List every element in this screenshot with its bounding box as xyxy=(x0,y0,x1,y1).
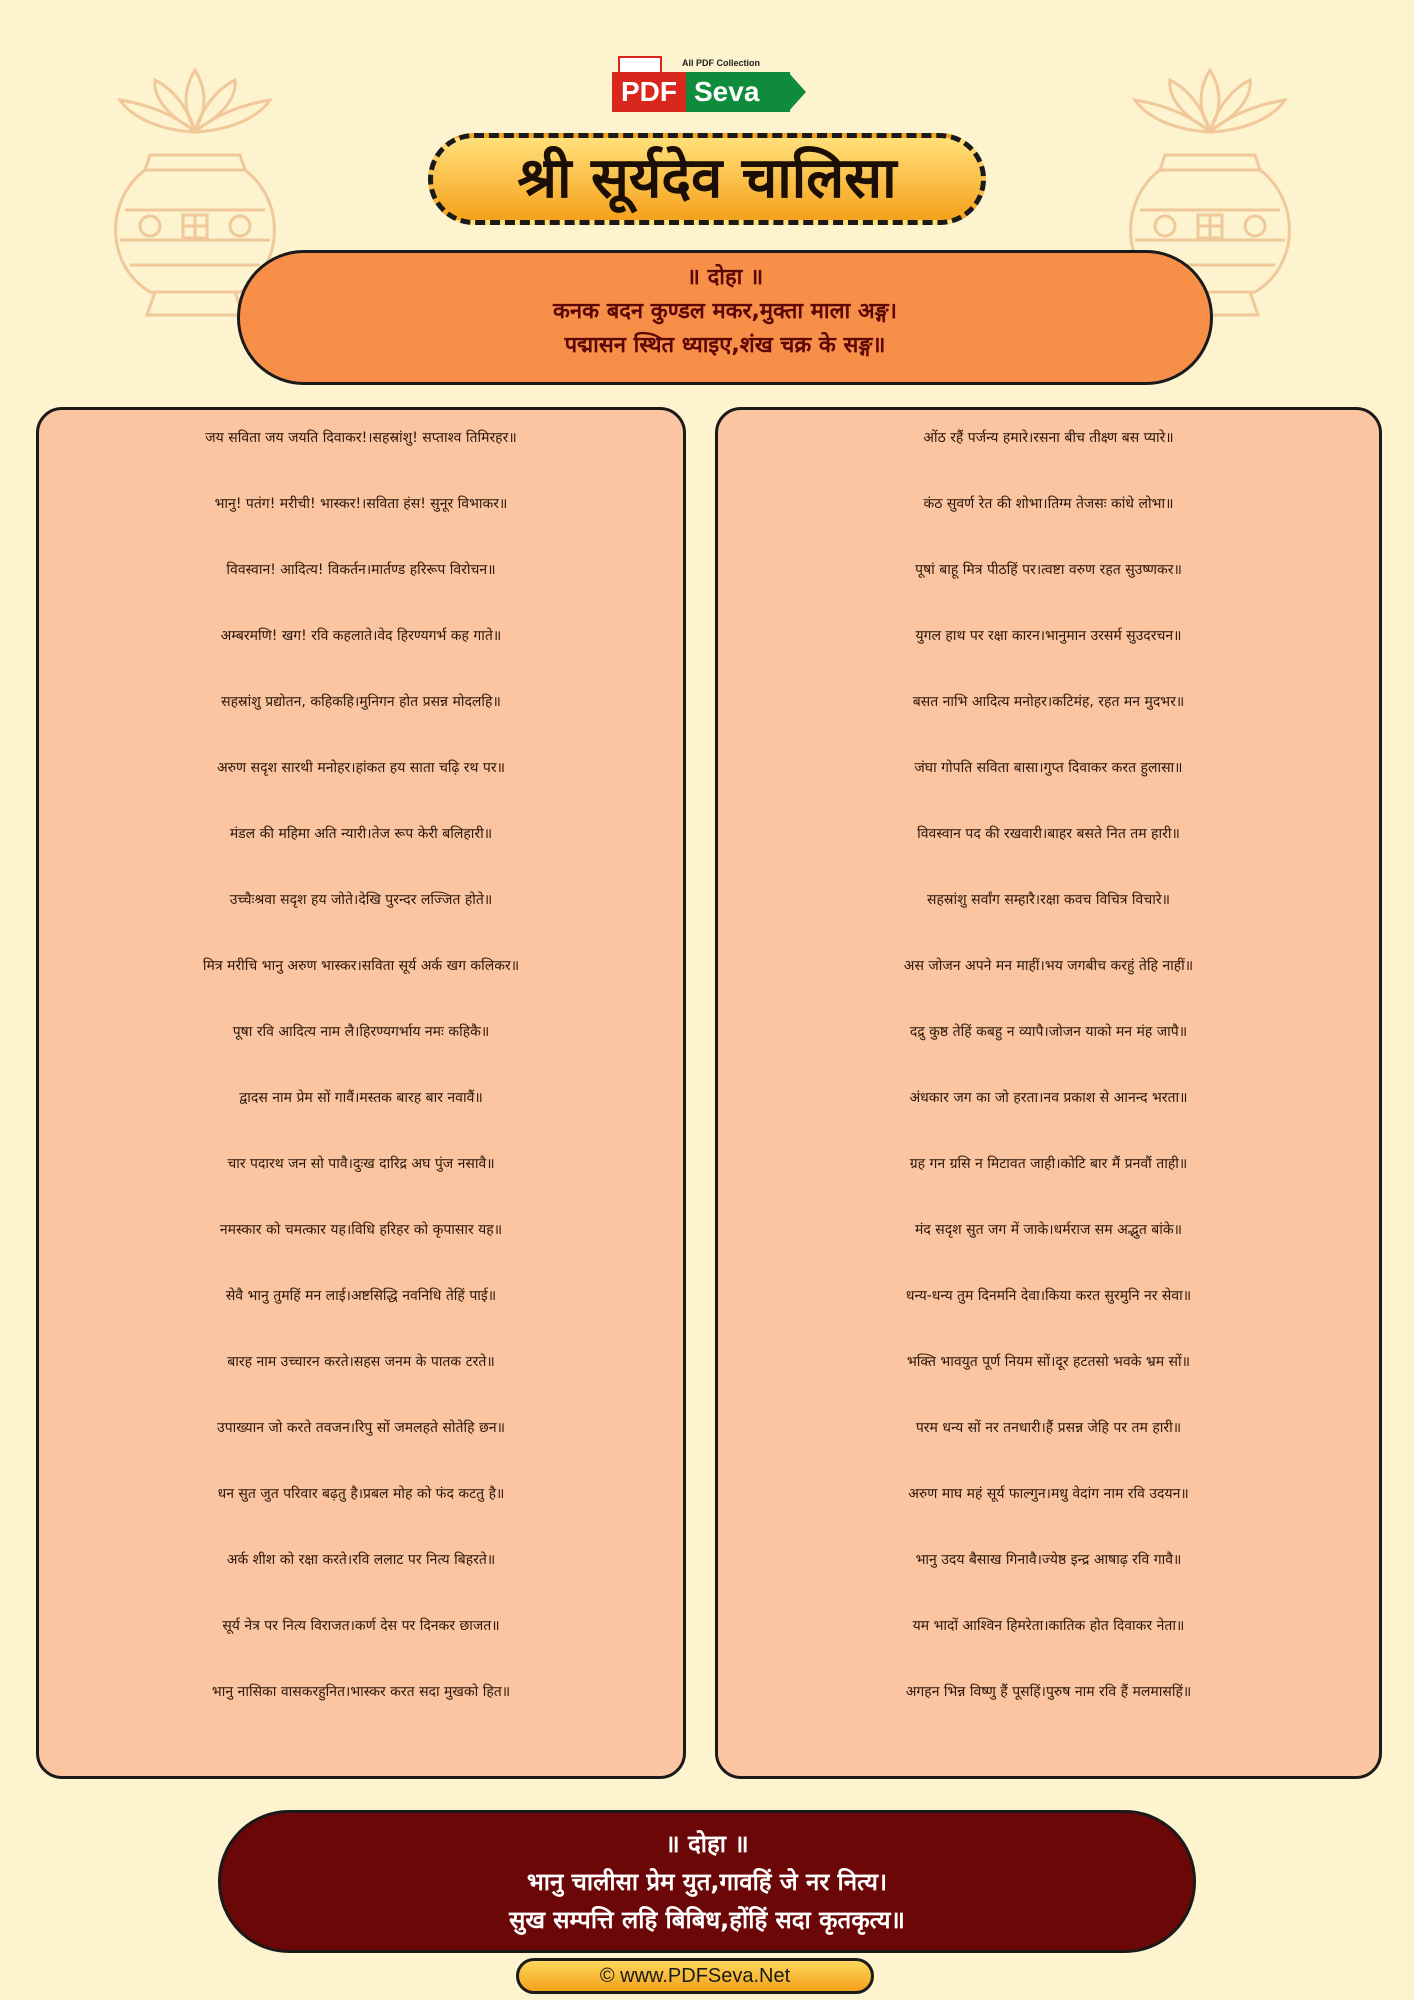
chaupai-line: भक्ति भावयुत पूर्ण नियम सों।दूर हटतसो भवके भ्रम सों॥ xyxy=(906,1354,1191,1370)
arrow-icon xyxy=(788,72,806,112)
title-banner xyxy=(428,133,986,225)
chaupai-line: उपाख्यान जो करते तवजन।रिपु सों जमलहते सोतेहि छन॥ xyxy=(217,1420,505,1436)
chaupai-line: अर्क शीश को रक्षा करते।रवि ललाट पर नित्य बिहरते॥ xyxy=(226,1552,496,1568)
opening-doha xyxy=(237,250,1213,385)
chaupai-line: अंधकार जग का जो हरता।नव प्रकाश से आनन्द भरता॥ xyxy=(909,1090,1188,1106)
chaupai-line: ग्रह गन ग्रसि न मिटावत जाही।कोटि बार मैं प्रनवौं ताही॥ xyxy=(909,1156,1188,1172)
logo-mark xyxy=(612,72,802,112)
chaupai-line: युगल हाथ पर रक्षा कारन।भानुमान उरसर्म सुउदरचन॥ xyxy=(915,628,1182,644)
chaupai-line: दद्रु कुष्ठ तेहिं कबहु न व्यापै।जोजन याको मन मंह जापै॥ xyxy=(909,1024,1188,1040)
chaupai-line: धन्य-धन्य तुम दिनमनि देवा।किया करत सुरमुनि नर सेवा॥ xyxy=(905,1288,1192,1304)
chaupai-panel-right xyxy=(715,407,1382,1779)
chaupai-line: सहस्रांशु सर्वांग सम्हारै।रक्षा कवच विचित्र विचारे॥ xyxy=(927,892,1170,908)
doha-heading: ॥ दोहा ॥ xyxy=(686,265,764,290)
chaupai-line: धन सुत जुत परिवार बढ़तु है।प्रबल मोह को फंद कटतु है॥ xyxy=(217,1486,505,1502)
chaupai-line: अरुण सदृश सारथी मनोहर।हांकत हय साता चढ़ि रथ पर॥ xyxy=(216,760,505,776)
logo-text-seva: Seva xyxy=(686,72,790,112)
chaupai-line: द्वादस नाम प्रेम सों गावैं।मस्तक बारह बार नवावैं॥ xyxy=(239,1090,483,1106)
chaupai-line: मित्र मरीचि भानु अरुण भास्कर।सविता सूर्य अर्क खग कलिकर॥ xyxy=(202,958,520,974)
chaupai-line: अस जोजन अपने मन माहीं।भय जगबीच करहुं तेहि नाहीं॥ xyxy=(903,958,1194,974)
doha-line: सुख सम्पत्ति लहि बिबिध,होंहिं सदा कृतकृत्य॥ xyxy=(509,1906,905,1934)
chaupai-line: भानु! पतंग! मरीची! भास्कर!।सविता हंस! सुनूर विभाकर॥ xyxy=(214,496,508,512)
chaupai-line: बारह नाम उच्चारन करते।सहस जनम के पातक टरते॥ xyxy=(227,1354,495,1370)
chaupai-line: अम्बरमणि! खग! रवि कहलाते।वेद हिरण्यगर्भ कह गाते॥ xyxy=(220,628,502,644)
logo-text-pdf: PDF xyxy=(612,72,686,112)
chaupai-line: अरुण माघ महं सूर्य फाल्गुन।मधु वेदांग नाम रवि उदयन॥ xyxy=(908,1486,1189,1502)
chaupai-line: मंडल की महिमा अति न्यारी।तेज रूप केरी बलिहारी॥ xyxy=(229,826,493,842)
pdfseva-logo[interactable] xyxy=(612,52,807,120)
chaupai-line: अगहन भिन्न विष्णु हैं पूसहिं।पुरुष नाम रवि हैं मलमासहिं॥ xyxy=(905,1684,1192,1700)
chaupai-line: विवस्वान पद की रखवारी।बाहर बसते नित तम हारी॥ xyxy=(917,826,1180,842)
logo-tagline: All PDF Collection xyxy=(682,58,761,68)
closing-doha xyxy=(218,1810,1196,1953)
chaupai-panel-left xyxy=(36,407,686,1779)
chaupai-line: सेवै भानु तुमहिं मन लाई।अष्टसिद्धि नवनिधि तेहिं पाई॥ xyxy=(225,1288,497,1304)
chaupai-line: चार पदारथ जन सो पावै।दुःख दारिद्र अघ पुंज नसावै॥ xyxy=(227,1156,495,1172)
chaupai-line: जंघा गोपति सविता बासा।गुप्त दिवाकर करत हुलासा॥ xyxy=(914,760,1183,776)
chaupai-line: सहस्रांशु प्रद्योतन, कहिकहि।मुनिगन होत प्रसन्न मोदलहि॥ xyxy=(221,694,501,710)
chaupai-line: भानु नासिका वासकरहुनित।भास्कर करत सदा मुखको हित॥ xyxy=(211,1684,511,1700)
chaupai-line: मंद सदृश सुत जग में जाके।धर्मराज सम अद्भुत बांके॥ xyxy=(914,1222,1183,1238)
doha-line: पद्मासन स्थित ध्याइए,शंख चक्र के सङ्ग॥ xyxy=(564,333,886,358)
chaupai-line: परम धन्य सों नर तनधारी।हैं प्रसन्न जेहि पर तम हारी॥ xyxy=(915,1420,1182,1436)
chaupai-line: कंठ सुवर्ण रेत की शोभा।तिग्म तेजसः कांधे लोभा॥ xyxy=(923,496,1174,512)
doha-line: भानु चालीसा प्रेम युत,गावहिं जे नर नित्य। xyxy=(526,1868,888,1896)
chaupai-line: जय सविता जय जयति दिवाकर!।सहस्रांशु! सप्ताश्व तिमिरहर॥ xyxy=(205,430,517,446)
doha-heading: ॥ दोहा ॥ xyxy=(665,1830,749,1858)
website-footer-link[interactable]: © www.PDFSeva.Net xyxy=(516,1958,874,1994)
chaupai-line: ओंठ रहैं पर्जन्य हमारे।रसना बीच तीक्ष्ण बस प्यारे॥ xyxy=(923,430,1174,446)
chaupai-line: यम भादों आश्विन हिमरेता।कातिक होत दिवाकर नेता॥ xyxy=(912,1618,1185,1634)
chaupai-line: बसत नाभि आदित्य मनोहर।कटिमंह, रहत मन मुदभर॥ xyxy=(912,694,1185,710)
chaupai-line: पूषां बाहू मित्र पीठहिं पर।त्वष्टा वरुण रहत सुउष्णकर॥ xyxy=(915,562,1182,578)
chaupai-line: उच्चैःश्रवा सदृश हय जोते।देखि पुरन्दर लज्जित होते॥ xyxy=(229,892,493,908)
chaupai-line: विवस्वान! आदित्य! विकर्तन।मार्तण्ड हरिरूप विरोचन॥ xyxy=(226,562,496,578)
chaupai-line: पूषा रवि आदित्य नाम लै।हिरण्यगर्भाय नमः कहिकै॥ xyxy=(232,1024,490,1040)
chaupai-line: भानु उदय बैसाख गिनावै।ज्येष्ठ इन्द्र आषाढ़ रवि गावै॥ xyxy=(915,1552,1182,1568)
chaupai-line: नमस्कार को चमत्कार यह।विधि हरिहर को कृपासार यह॥ xyxy=(219,1222,503,1238)
doha-line: कनक बदन कुण्डल मकर,मुक्ता माला अङ्ग। xyxy=(553,299,897,324)
chaupai-line: सूर्य नेत्र पर नित्य विराजत।कर्ण देस पर दिनकर छाजत॥ xyxy=(222,1618,500,1634)
page-title: श्री सूर्यदेव चालिसा xyxy=(517,146,897,211)
